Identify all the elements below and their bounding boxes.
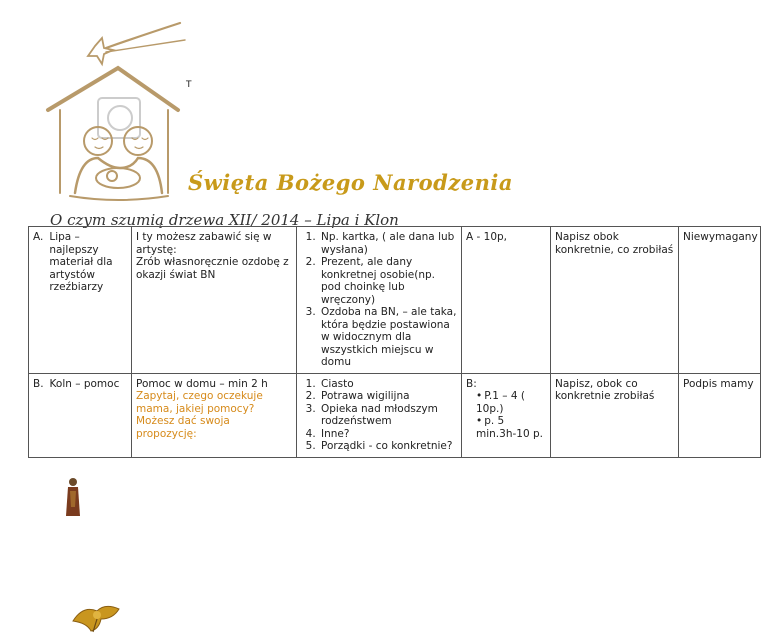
instruction-text: Napisz, obok co konkretnie zrobiłaś — [555, 377, 655, 402]
task-cell — [132, 227, 297, 374]
instruction-text: Napisz obok konkretnie, co zrobiłaś — [555, 231, 674, 256]
task-table — [28, 226, 761, 458]
task-orange-text: Zapytaj, czego oczekuje mama, jakiej pomocy? Możesz dać swoja propozycję: — [136, 390, 263, 440]
task-line: Pomoc w domu – min 2 h — [136, 377, 268, 390]
points-text: A - 10p, — [466, 231, 508, 243]
page-subtitle: O czym szumią drzewa XII/ 2014 – Lipa i Klon — [50, 211, 399, 229]
requirement-cell — [679, 227, 761, 374]
list-item: • P.1 – 4 ( 10p.) — [476, 390, 546, 415]
list-item: • p. 5 min.3h-10 p. — [476, 415, 546, 440]
list-item: 2. Prezent, ale dany konkretnej osobie(np. pod choinkę lub wręczony) — [319, 256, 457, 306]
category-letter: B. — [33, 377, 44, 390]
list-item: 3. Opieka nad młodszym rodzeństwem — [319, 403, 457, 428]
points-head: B: — [466, 377, 477, 390]
list-item: 1. Np. kartka, ( ale dana lub wysłana) — [319, 231, 457, 256]
items-cell — [297, 227, 462, 374]
small-mark: T — [186, 80, 192, 90]
nativity-logo — [40, 18, 190, 208]
task-line: Zrób własnoręcznie ozdobę z okazji świat BN — [136, 256, 289, 281]
category-text: Koln – pomoc — [49, 377, 120, 390]
category-cell — [29, 373, 132, 457]
page-title: Święta Bożego Narodzenia — [188, 170, 513, 195]
category-cell — [29, 227, 132, 374]
table-row — [29, 227, 761, 374]
list-item: 3. Ozdoba na BN, – ale taka, która będzie postawiona w widocznym dla wszystkich miejscu w domu — [319, 306, 457, 369]
points-cell — [462, 227, 551, 374]
items-cell — [297, 373, 462, 457]
maple-seed-icon — [69, 599, 125, 633]
table-row — [29, 373, 761, 457]
requirement-text: Podpis mamy — [683, 377, 754, 390]
requirement-cell — [679, 373, 761, 457]
requirement-text: Niewymagany — [683, 231, 758, 243]
figurine-icon — [65, 477, 81, 517]
task-line: I ty możesz zabawić się w artystę: — [136, 231, 272, 256]
list-item: 5. Porządki - co konkretnie? — [319, 440, 457, 453]
task-cell — [132, 373, 297, 457]
list-item: 1. Ciasto — [319, 378, 457, 391]
instruction-cell — [551, 373, 679, 457]
category-letter: A. — [33, 231, 44, 243]
points-cell — [462, 373, 551, 457]
list-item: 4. Inne? — [319, 428, 457, 441]
category-text: Lipa – najlepszy materiał dla artystów rzeźbiarzy — [49, 231, 113, 293]
instruction-cell — [551, 227, 679, 374]
list-item: 2. Potrawa wigilijna — [319, 390, 457, 403]
